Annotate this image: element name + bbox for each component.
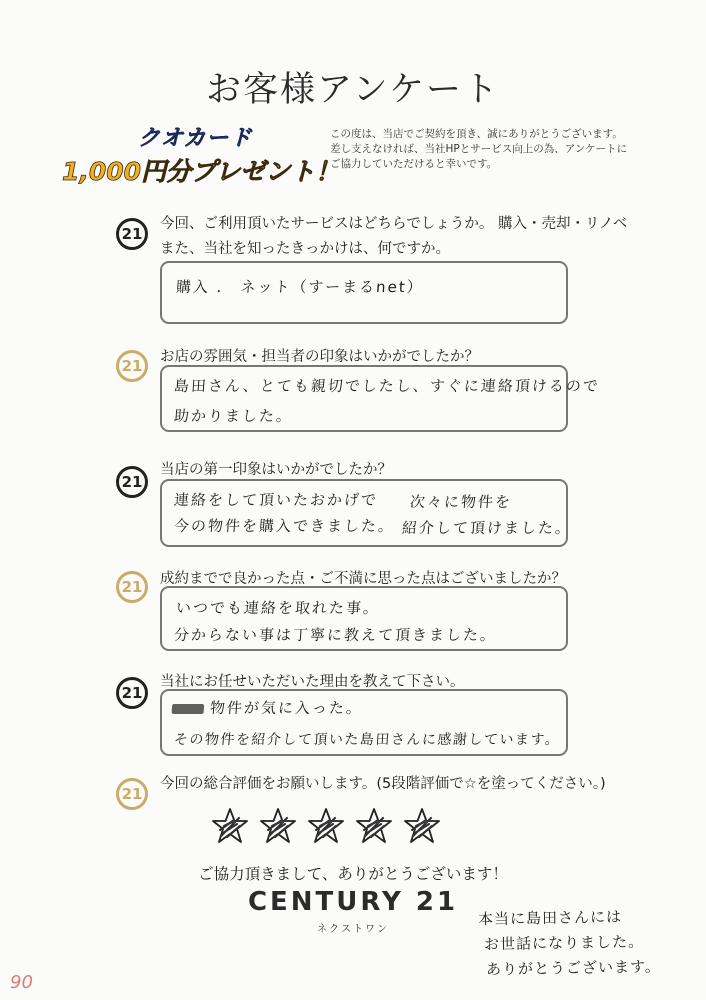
answer-box-5 — [160, 689, 568, 756]
question-4: 成約までで良かった点・ご不満に思った点はございましたか？ — [160, 571, 566, 587]
century21-logo: CENTURY 21 — [247, 887, 459, 917]
answer-4-line-2: 分からない事は丁寧に教えて頂きました。 — [173, 626, 498, 644]
intro-line: 差し支えなければ、当社HPとサービス向上の為、アンケートに — [330, 143, 628, 155]
handwritten-note-line-1: 本当に島田さんには — [477, 907, 623, 929]
answer-2-line-2: 助かりました。 — [173, 407, 294, 425]
question-1-line-1: 今回、ご利用頂いたサービスはどちらでしょうか。 購入・売却・リノベ — [160, 216, 628, 232]
century21-badge-icon: 21 — [116, 350, 148, 382]
answer-5-line-1-text: 物件が気に入った。 — [209, 699, 364, 717]
answer-box-1 — [160, 261, 568, 324]
answer-5-line-1 — [171, 697, 363, 718]
question-6: 今回の総合評価をお願いします。(5段階評価で☆を塗ってください。) — [160, 776, 606, 792]
answer-box-4 — [160, 586, 568, 651]
question-2: お店の雰囲気・担当者の印象はいかがでしたか？ — [160, 349, 479, 365]
thank-you-message: ご協力頂きまして、ありがとうございます！ — [198, 865, 508, 883]
rating-star-icon[interactable] — [210, 806, 250, 846]
answer-4-line-1: いつでも連絡を取れた事。 — [175, 599, 381, 617]
century21-badge-icon: 21 — [116, 466, 148, 498]
century21-badge-icon: 21 — [116, 778, 148, 810]
answer-5-line-2: その物件を紹介して頂いた島田さんに感謝しています。 — [173, 732, 561, 748]
promo-present: 1,000円分プレゼント！ — [62, 157, 341, 186]
rating-star-icon[interactable] — [402, 806, 442, 846]
page-number: 90 — [10, 972, 33, 993]
logo-subtitle: ネクストワン — [317, 924, 389, 935]
rating-star-icon[interactable] — [306, 806, 346, 846]
answer-3-right-line-1: 次々に物件を — [409, 493, 513, 511]
handwritten-note-line-2: お世話になりました。 — [483, 932, 645, 954]
answer-3-right-line-2: 紹介して頂けました。 — [401, 519, 573, 537]
rating-star-icon[interactable] — [258, 806, 298, 846]
answer-box-3 — [160, 479, 573, 547]
answer-box-2 — [160, 365, 601, 432]
century21-badge-icon: 21 — [116, 677, 148, 709]
answer-2-line-1: 島田さん、とても親切でしたし、すぐに連絡頂けるので — [173, 377, 601, 395]
survey-title: お客様アンケート — [206, 70, 500, 110]
question-1-line-2: また、当社を知ったきっかけは、何ですか。 — [160, 241, 450, 257]
intro-line: ご協力していただけると幸いです。 — [330, 158, 498, 170]
rating-star-icon[interactable] — [354, 806, 394, 846]
promo-quo-card: クオカード — [138, 126, 253, 151]
century21-badge-icon: 21 — [116, 218, 148, 250]
answer-3-line-2: 今の物件を購入できました。 — [173, 517, 396, 535]
intro-text — [330, 127, 670, 172]
rating-stars[interactable] — [210, 806, 460, 850]
answer-3-line-1: 連絡をして頂いたおかげで — [173, 491, 379, 509]
century21-badge-icon: 21 — [116, 571, 148, 603]
intro-line: この度は、当店でご契約を頂き、誠にありがとうございます。 — [330, 128, 623, 140]
crossed-out-scribble — [172, 704, 205, 714]
handwritten-note-line-3: ありがとうございます。 — [485, 957, 661, 979]
answer-1-line-1: 購入 ． ネット（すーまるnet） — [175, 278, 425, 296]
question-3: 当店の第一印象はいかがでしたか？ — [160, 462, 392, 478]
question-5: 当社にお任せいただいた理由を教えて下さい。 — [160, 674, 465, 690]
